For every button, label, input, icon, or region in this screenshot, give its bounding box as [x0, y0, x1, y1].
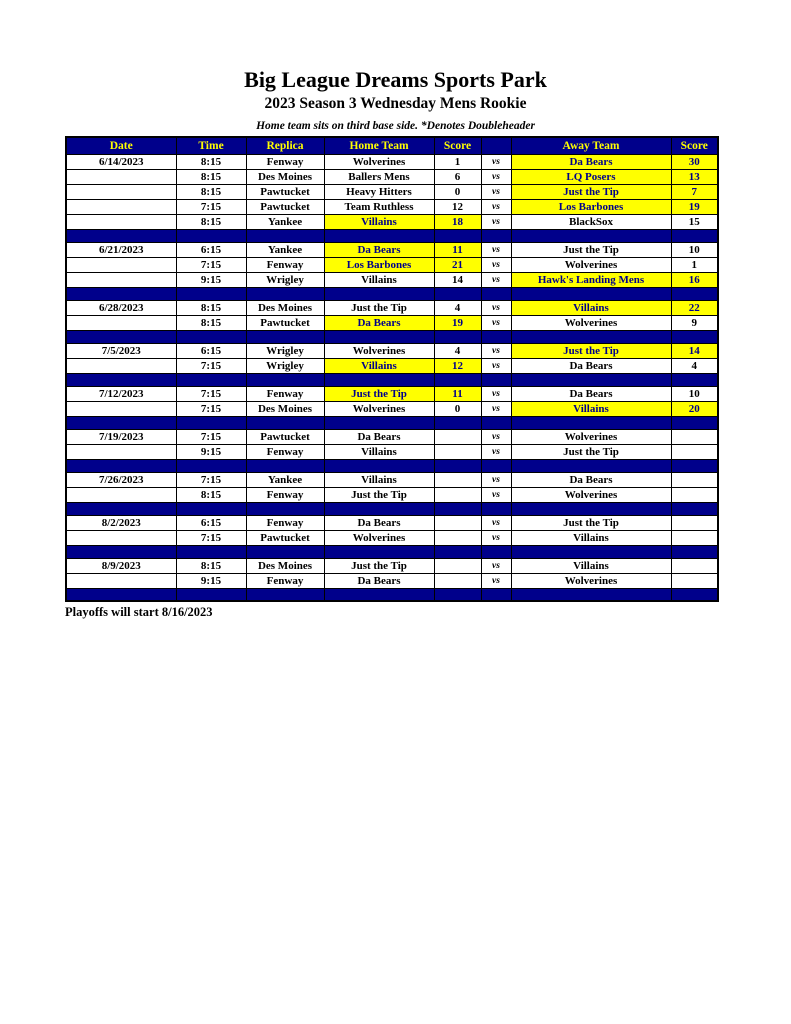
separator-cell [671, 545, 718, 558]
time-cell: 7:15 [176, 429, 246, 444]
separator-cell [176, 459, 246, 472]
away-score-cell: 14 [671, 343, 718, 358]
separator-cell [66, 373, 176, 386]
time-cell: 6:15 [176, 343, 246, 358]
separator-cell [324, 373, 434, 386]
separator-cell [434, 545, 481, 558]
away-team-cell: Da Bears [511, 358, 671, 373]
separator-cell [511, 416, 671, 429]
separator-cell [176, 588, 246, 601]
separator-cell [434, 287, 481, 300]
separator-cell [511, 373, 671, 386]
time-cell: 8:15 [176, 214, 246, 229]
game-row [66, 257, 718, 272]
away-score-cell: 30 [671, 154, 718, 169]
separator-cell [481, 287, 511, 300]
replica-cell: Fenway [246, 386, 324, 401]
away-score-cell: 15 [671, 214, 718, 229]
home-team-cell: Just the Tip [324, 386, 434, 401]
home-score-cell [434, 487, 481, 502]
vs-cell: vs [481, 472, 511, 487]
away-team-cell: Da Bears [511, 386, 671, 401]
away-score-cell [671, 429, 718, 444]
away-score-cell: 9 [671, 315, 718, 330]
home-team-cell: Just the Tip [324, 487, 434, 502]
game-row [66, 154, 718, 169]
game-row [66, 386, 718, 401]
separator-cell [671, 502, 718, 515]
home-score-cell: 21 [434, 257, 481, 272]
vs-cell: vs [481, 199, 511, 214]
replica-cell: Pawtucket [246, 184, 324, 199]
replica-cell: Des Moines [246, 300, 324, 315]
time-cell: 8:15 [176, 169, 246, 184]
playoffs-note: Playoffs will start 8/16/2023 [65, 605, 213, 620]
separator-row [66, 229, 718, 242]
replica-cell: Des Moines [246, 401, 324, 416]
separator-row [66, 287, 718, 300]
home-score-cell: 1 [434, 154, 481, 169]
separator-cell [671, 459, 718, 472]
time-cell: 7:15 [176, 257, 246, 272]
separator-row [66, 330, 718, 343]
away-score-cell: 7 [671, 184, 718, 199]
separator-cell [434, 229, 481, 242]
separator-cell [511, 287, 671, 300]
vs-cell: vs [481, 343, 511, 358]
col-header-away-team: Away Team [511, 137, 671, 155]
away-score-cell: 19 [671, 199, 718, 214]
replica-cell: Pawtucket [246, 429, 324, 444]
date-cell: 6/21/2023 [66, 242, 176, 257]
separator-cell [246, 287, 324, 300]
away-score-cell [671, 573, 718, 588]
home-score-cell: 4 [434, 300, 481, 315]
away-team-cell: Wolverines [511, 487, 671, 502]
vs-cell: vs [481, 386, 511, 401]
separator-cell [434, 330, 481, 343]
replica-cell: Wrigley [246, 358, 324, 373]
home-score-cell: 11 [434, 242, 481, 257]
time-cell: 9:15 [176, 444, 246, 459]
separator-cell [481, 459, 511, 472]
page-subtitle: 2023 Season 3 Wednesday Mens Rookie [264, 95, 527, 113]
vs-cell: vs [481, 169, 511, 184]
away-team-cell: Wolverines [511, 429, 671, 444]
replica-cell: Des Moines [246, 558, 324, 573]
game-row [66, 530, 718, 545]
home-score-cell [434, 558, 481, 573]
time-cell: 6:15 [176, 515, 246, 530]
separator-cell [176, 416, 246, 429]
home-team-cell: Just the Tip [324, 558, 434, 573]
vs-cell: vs [481, 272, 511, 287]
page-title: Big League Dreams Sports Park [244, 67, 547, 92]
replica-cell: Fenway [246, 515, 324, 530]
separator-cell [671, 416, 718, 429]
separator-cell [481, 588, 511, 601]
separator-cell [324, 287, 434, 300]
separator-cell [511, 502, 671, 515]
replica-cell: Pawtucket [246, 199, 324, 214]
separator-cell [176, 373, 246, 386]
schedule-table [65, 136, 719, 603]
separator-cell [176, 229, 246, 242]
home-team-cell: Team Ruthless [324, 199, 434, 214]
separator-cell [481, 502, 511, 515]
home-team-cell: Wolverines [324, 401, 434, 416]
home-score-cell: 6 [434, 169, 481, 184]
separator-cell [176, 287, 246, 300]
replica-cell: Pawtucket [246, 315, 324, 330]
separator-cell [671, 229, 718, 242]
away-team-cell: Just the Tip [511, 184, 671, 199]
home-score-cell: 12 [434, 199, 481, 214]
separator-cell [246, 330, 324, 343]
date-cell [66, 272, 176, 287]
game-row [66, 300, 718, 315]
col-header-home-team: Home Team [324, 137, 434, 155]
replica-cell: Wrigley [246, 343, 324, 358]
vs-cell: vs [481, 315, 511, 330]
away-team-cell: Wolverines [511, 315, 671, 330]
away-score-cell [671, 530, 718, 545]
vs-cell: vs [481, 515, 511, 530]
separator-row [66, 373, 718, 386]
date-cell [66, 169, 176, 184]
vs-cell: vs [481, 257, 511, 272]
separator-cell [434, 416, 481, 429]
away-team-cell: Wolverines [511, 573, 671, 588]
replica-cell: Fenway [246, 573, 324, 588]
col-header-vs [481, 137, 511, 155]
separator-cell [481, 330, 511, 343]
separator-cell [324, 459, 434, 472]
separator-cell [176, 545, 246, 558]
home-team-cell: Villains [324, 272, 434, 287]
replica-cell: Yankee [246, 242, 324, 257]
game-row [66, 272, 718, 287]
date-cell [66, 257, 176, 272]
home-score-cell: 11 [434, 386, 481, 401]
separator-cell [434, 459, 481, 472]
vs-cell: vs [481, 214, 511, 229]
home-team-cell: Da Bears [324, 429, 434, 444]
vs-cell: vs [481, 242, 511, 257]
away-score-cell: 20 [671, 401, 718, 416]
home-team-cell: Villains [324, 472, 434, 487]
time-cell: 8:15 [176, 315, 246, 330]
game-row [66, 401, 718, 416]
separator-cell [176, 330, 246, 343]
home-score-cell: 19 [434, 315, 481, 330]
away-team-cell: Villains [511, 530, 671, 545]
separator-cell [434, 373, 481, 386]
vs-cell: vs [481, 530, 511, 545]
away-score-cell [671, 472, 718, 487]
separator-cell [511, 229, 671, 242]
home-score-cell [434, 515, 481, 530]
replica-cell: Yankee [246, 214, 324, 229]
separator-row [66, 459, 718, 472]
time-cell: 7:15 [176, 386, 246, 401]
home-team-cell: Los Barbones [324, 257, 434, 272]
vs-cell: vs [481, 358, 511, 373]
time-cell: 8:15 [176, 300, 246, 315]
time-cell: 7:15 [176, 530, 246, 545]
away-team-cell: BlackSox [511, 214, 671, 229]
date-cell [66, 573, 176, 588]
separator-cell [511, 588, 671, 601]
home-team-cell: Just the Tip [324, 300, 434, 315]
away-score-cell: 1 [671, 257, 718, 272]
replica-cell: Fenway [246, 444, 324, 459]
away-score-cell: 16 [671, 272, 718, 287]
home-score-cell [434, 573, 481, 588]
separator-cell [511, 459, 671, 472]
date-cell [66, 184, 176, 199]
game-row [66, 214, 718, 229]
home-team-cell: Wolverines [324, 343, 434, 358]
vs-cell: vs [481, 184, 511, 199]
col-header-away-score: Score [671, 137, 718, 155]
separator-cell [66, 502, 176, 515]
replica-cell: Des Moines [246, 169, 324, 184]
separator-cell [66, 588, 176, 601]
vs-cell: vs [481, 573, 511, 588]
home-score-cell [434, 429, 481, 444]
separator-cell [66, 330, 176, 343]
separator-row [66, 545, 718, 558]
vs-cell: vs [481, 300, 511, 315]
replica-cell: Pawtucket [246, 530, 324, 545]
time-cell: 7:15 [176, 472, 246, 487]
date-cell: 7/5/2023 [66, 343, 176, 358]
away-score-cell [671, 515, 718, 530]
col-header-time: Time [176, 137, 246, 155]
away-score-cell: 10 [671, 242, 718, 257]
game-row [66, 429, 718, 444]
home-team-cell: Ballers Mens [324, 169, 434, 184]
vs-cell: vs [481, 401, 511, 416]
time-cell: 7:15 [176, 401, 246, 416]
away-score-cell [671, 444, 718, 459]
separator-cell [66, 287, 176, 300]
away-team-cell: Just the Tip [511, 444, 671, 459]
separator-cell [324, 588, 434, 601]
away-team-cell: Just the Tip [511, 242, 671, 257]
home-team-cell: Villains [324, 358, 434, 373]
separator-cell [66, 545, 176, 558]
separator-cell [246, 416, 324, 429]
separator-cell [511, 330, 671, 343]
separator-cell [66, 229, 176, 242]
home-score-cell: 14 [434, 272, 481, 287]
home-score-cell: 12 [434, 358, 481, 373]
home-team-cell: Da Bears [324, 573, 434, 588]
replica-cell: Fenway [246, 154, 324, 169]
home-team-cell: Heavy Hitters [324, 184, 434, 199]
away-score-cell: 13 [671, 169, 718, 184]
col-header-replica: Replica [246, 137, 324, 155]
table-header-row [66, 137, 718, 155]
away-team-cell: LQ Posers [511, 169, 671, 184]
separator-cell [324, 330, 434, 343]
away-score-cell: 4 [671, 358, 718, 373]
replica-cell: Yankee [246, 472, 324, 487]
vs-cell: vs [481, 558, 511, 573]
separator-cell [246, 459, 324, 472]
separator-cell [246, 588, 324, 601]
away-team-cell: Villains [511, 300, 671, 315]
date-cell [66, 199, 176, 214]
time-cell: 9:15 [176, 573, 246, 588]
away-score-cell: 10 [671, 386, 718, 401]
home-team-cell: Wolverines [324, 530, 434, 545]
separator-cell [246, 545, 324, 558]
separator-row [66, 588, 718, 601]
date-cell: 7/19/2023 [66, 429, 176, 444]
home-team-cell: Villains [324, 214, 434, 229]
time-cell: 9:15 [176, 272, 246, 287]
col-header-date: Date [66, 137, 176, 155]
date-cell [66, 315, 176, 330]
home-score-cell [434, 530, 481, 545]
time-cell: 7:15 [176, 358, 246, 373]
away-team-cell: Los Barbones [511, 199, 671, 214]
separator-cell [434, 588, 481, 601]
date-cell [66, 401, 176, 416]
separator-row [66, 502, 718, 515]
game-row [66, 242, 718, 257]
separator-cell [246, 502, 324, 515]
date-cell: 6/14/2023 [66, 154, 176, 169]
date-cell [66, 358, 176, 373]
home-team-cell: Villains [324, 444, 434, 459]
separator-cell [481, 545, 511, 558]
date-cell [66, 214, 176, 229]
date-cell [66, 487, 176, 502]
game-row [66, 184, 718, 199]
time-cell: 8:15 [176, 184, 246, 199]
away-score-cell [671, 487, 718, 502]
page-note: Home team sits on third base side. *Denotes Doubleheader [256, 119, 535, 132]
separator-cell [671, 588, 718, 601]
date-cell: 8/9/2023 [66, 558, 176, 573]
away-team-cell: Villains [511, 558, 671, 573]
separator-row [66, 416, 718, 429]
separator-cell [511, 545, 671, 558]
game-row [66, 199, 718, 214]
time-cell: 8:15 [176, 154, 246, 169]
separator-cell [481, 416, 511, 429]
away-team-cell: Wolverines [511, 257, 671, 272]
time-cell: 8:15 [176, 558, 246, 573]
date-cell: 7/26/2023 [66, 472, 176, 487]
separator-cell [246, 373, 324, 386]
home-team-cell: Da Bears [324, 515, 434, 530]
col-header-home-score: Score [434, 137, 481, 155]
home-score-cell: 0 [434, 401, 481, 416]
time-cell: 7:15 [176, 199, 246, 214]
separator-cell [324, 502, 434, 515]
game-row [66, 573, 718, 588]
separator-cell [481, 373, 511, 386]
separator-cell [671, 373, 718, 386]
vs-cell: vs [481, 429, 511, 444]
schedule-body [66, 154, 718, 601]
replica-cell: Fenway [246, 487, 324, 502]
game-row [66, 358, 718, 373]
separator-cell [671, 287, 718, 300]
away-team-cell: Da Bears [511, 472, 671, 487]
vs-cell: vs [481, 444, 511, 459]
away-team-cell: Just the Tip [511, 343, 671, 358]
date-cell [66, 530, 176, 545]
separator-cell [66, 459, 176, 472]
date-cell: 6/28/2023 [66, 300, 176, 315]
away-score-cell [671, 558, 718, 573]
home-score-cell: 18 [434, 214, 481, 229]
away-team-cell: Just the Tip [511, 515, 671, 530]
away-team-cell: Da Bears [511, 154, 671, 169]
separator-cell [176, 502, 246, 515]
separator-cell [246, 229, 324, 242]
game-row [66, 472, 718, 487]
separator-cell [324, 229, 434, 242]
date-cell [66, 444, 176, 459]
home-score-cell: 0 [434, 184, 481, 199]
vs-cell: vs [481, 487, 511, 502]
home-team-cell: Da Bears [324, 315, 434, 330]
away-score-cell: 22 [671, 300, 718, 315]
home-score-cell: 4 [434, 343, 481, 358]
home-score-cell [434, 444, 481, 459]
game-row [66, 315, 718, 330]
separator-cell [324, 416, 434, 429]
game-row [66, 487, 718, 502]
home-score-cell [434, 472, 481, 487]
game-row [66, 343, 718, 358]
game-row [66, 558, 718, 573]
separator-cell [324, 545, 434, 558]
game-row [66, 515, 718, 530]
home-team-cell: Wolverines [324, 154, 434, 169]
replica-cell: Fenway [246, 257, 324, 272]
away-team-cell: Hawk's Landing Mens [511, 272, 671, 287]
home-team-cell: Da Bears [324, 242, 434, 257]
separator-cell [66, 416, 176, 429]
separator-cell [481, 229, 511, 242]
separator-cell [434, 502, 481, 515]
game-row [66, 444, 718, 459]
replica-cell: Wrigley [246, 272, 324, 287]
date-cell: 7/12/2023 [66, 386, 176, 401]
date-cell: 8/2/2023 [66, 515, 176, 530]
game-row [66, 169, 718, 184]
vs-cell: vs [481, 154, 511, 169]
separator-cell [671, 330, 718, 343]
time-cell: 8:15 [176, 487, 246, 502]
time-cell: 6:15 [176, 242, 246, 257]
away-team-cell: Villains [511, 401, 671, 416]
